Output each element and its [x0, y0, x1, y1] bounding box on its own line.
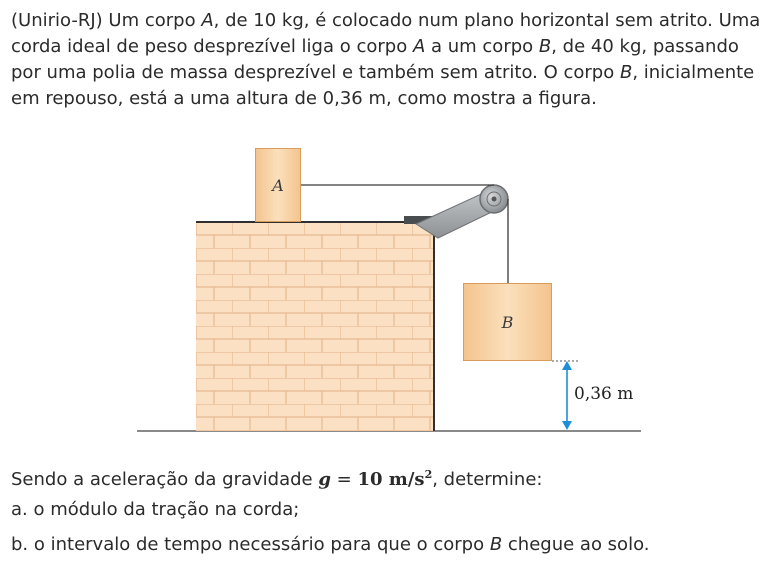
intro-text-5: , inicialmente em repouso, está a uma altura de 0,36 m, como mostra a figura. [11, 62, 755, 109]
question-b-prefix: b. o intervalo de tempo necessário para que o corpo [11, 534, 490, 555]
block-a-label: A [272, 175, 284, 195]
brick-wall [196, 222, 434, 431]
intro-text-2: , de 10 kg, é colocado num plano horizontal sem atrito. Uma corda ideal de peso desprezível liga o corpo [11, 10, 761, 57]
pulley-axle [492, 197, 497, 202]
question-a: a. o módulo da tração na corda; [11, 499, 300, 520]
question-b-suffix: chegue ao solo. [502, 534, 650, 555]
height-label: 0,36 m [574, 384, 634, 404]
body-a-ref: A [201, 10, 214, 31]
given-suffix: , determine: [432, 469, 543, 490]
gravity-value [357, 469, 432, 490]
block-b-label: B [501, 312, 514, 332]
intro-text-1: (Unirio-RJ) Um corpo [11, 10, 202, 31]
gravity-symbol: g [318, 469, 331, 490]
equals-sign: = [330, 469, 358, 490]
intro-text-4: , de 40 kg, passando por uma polia de massa desprezível e também sem atrito. O corpo [11, 36, 739, 83]
block-b [463, 283, 552, 361]
question-b [11, 532, 650, 558]
height-arrow-down-head [562, 421, 572, 430]
block-a [255, 148, 301, 222]
body-a-ref: A [412, 36, 426, 57]
given-prefix: Sendo a aceleração da gravidade [11, 469, 319, 490]
body-b-ref: B [538, 36, 552, 57]
body-b-ref: B [489, 534, 503, 555]
gravity-value-unit: 10 m/s [357, 469, 425, 490]
height-arrow-up-head [562, 361, 572, 370]
body-b-ref: B [619, 62, 633, 83]
gravity-exponent: 2 [424, 468, 433, 481]
intro-text-3: a um corpo [425, 36, 539, 57]
given-gravity [11, 462, 542, 493]
